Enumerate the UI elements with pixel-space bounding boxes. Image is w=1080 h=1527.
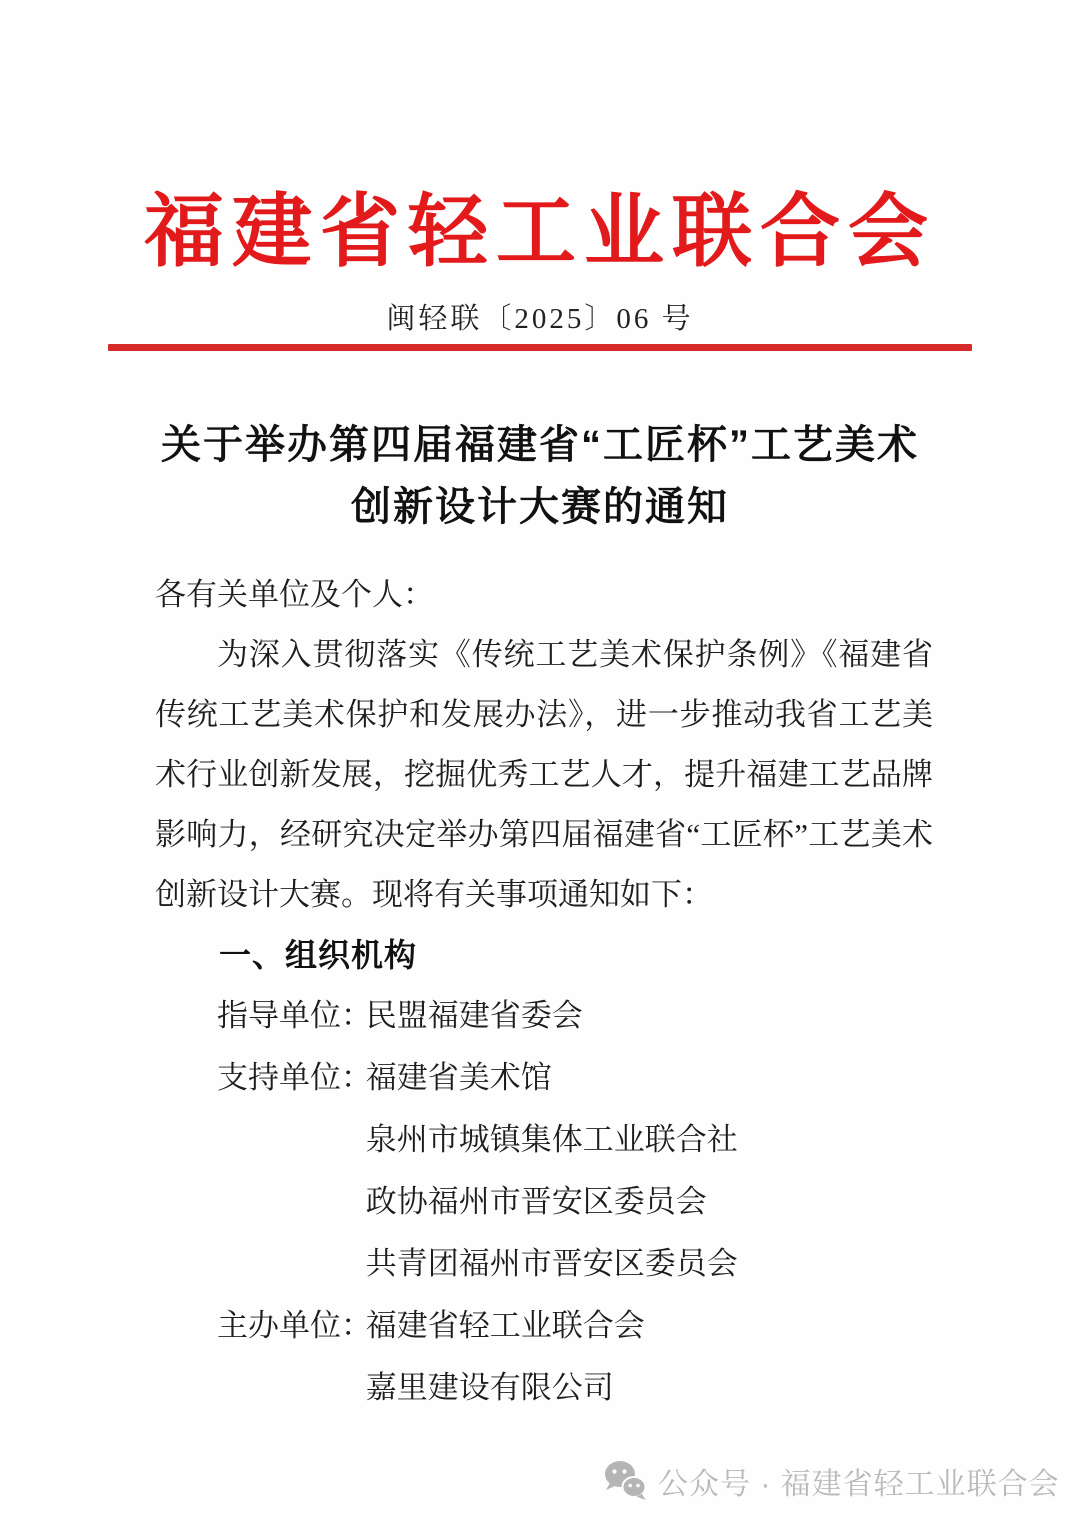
watermark-text: 公众号 · 福建省轻工业联合会 — [658, 1468, 1060, 1501]
wechat-icon — [602, 1459, 648, 1503]
org-row-host-unit-2 — [217, 1357, 933, 1419]
organization-list — [155, 985, 933, 1419]
org-row-support-unit-2 — [217, 1109, 933, 1171]
org-label: 指导单位： — [217, 998, 372, 1033]
org-label: 主办单位： — [217, 1308, 372, 1343]
red-divider-rule — [108, 344, 972, 351]
notice-title-line2: 创新设计大赛的通知 — [351, 485, 729, 529]
org-row-guidance-unit — [217, 985, 933, 1047]
org-value: 共青团福州市晋安区委员会 — [365, 1246, 738, 1281]
org-label: 支持单位： — [217, 1060, 372, 1095]
notice-title-line1: 关于举办第四届福建省“工匠杯”工艺美术 — [161, 423, 919, 467]
org-row-support-unit — [217, 1047, 933, 1109]
salutation: 各有关单位及个人： — [155, 577, 434, 612]
org-value: 泉州市城镇集体工业联合社 — [365, 1122, 738, 1157]
org-row-support-unit-3 — [217, 1171, 933, 1233]
org-row-support-unit-4 — [217, 1233, 933, 1295]
org-value: 福建省轻工业联合会 — [365, 1308, 645, 1343]
org-value: 政协福州市晋安区委员会 — [365, 1184, 707, 1219]
document-number: 闽轻联〔2025〕06 号 — [386, 303, 694, 335]
section-heading-organization: 一、组织机构 — [219, 937, 418, 973]
org-value: 福建省美术馆 — [365, 1060, 552, 1095]
org-value: 民盟福建省委会 — [365, 998, 583, 1033]
notice-title — [0, 414, 1080, 538]
wechat-watermark — [602, 1456, 1060, 1506]
org-value: 嘉里建设有限公司 — [365, 1370, 614, 1405]
letterhead-org-title: 福建省轻工业联合会 — [144, 189, 936, 277]
intro-paragraph: 为深入贯彻落实《传统工艺美术保护条例》《福建省传统工艺美术保护和发展办法》，进一步推动我省工艺美术行业创新发展，挖掘优秀工艺人才，提升福建工艺品牌影响力，经研究决定举办第四届福建省“工匠杯”工艺美术创新设计大赛。现将有关事项通知如下： — [155, 637, 933, 912]
org-row-host-unit — [217, 1295, 933, 1357]
document-body — [155, 565, 933, 1419]
